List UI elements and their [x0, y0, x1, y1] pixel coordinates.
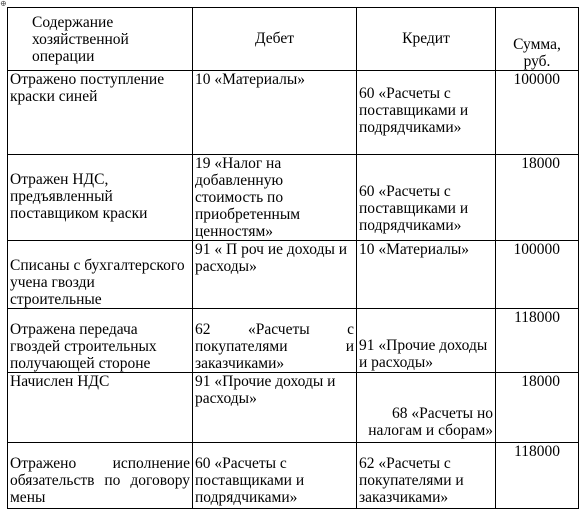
table-row: [8, 71, 579, 155]
cell-operation-text: Отражен НДС, предъявленный поставщиком краски: [10, 171, 148, 222]
cell-debit: 91 «Прочие доходы и расходы»: [193, 373, 357, 443]
cell-credit: [357, 71, 496, 155]
cell-operation: [8, 443, 193, 509]
cell-operation: [8, 309, 193, 373]
cell-credit-text: 60 «Расчеты с поставщиками и подрядчиками»: [359, 85, 469, 136]
cell-credit: [357, 309, 496, 373]
cell-debit: [193, 309, 357, 373]
header-credit: Кредит: [357, 8, 496, 71]
cell-amount: 18000: [496, 155, 579, 241]
journal-entries-table: [7, 7, 579, 509]
cell-amount: 118000: [496, 443, 579, 509]
cell-debit: 19 «Налог на добавленную стоимость по приобретенным ценностям»: [193, 155, 357, 241]
table-row: [8, 155, 579, 241]
cell-amount: 100000: [496, 71, 579, 155]
cell-operation-text: Списаны с бухгалтерского учена гвозди строительные: [10, 257, 185, 308]
cell-credit-text: 91 «Прочие доходы и расходы»: [359, 337, 488, 371]
cell-credit-text: 60 «Расчеты с поставщиками и подрядчиками»: [359, 183, 469, 234]
cell-debit-text: 60 «Расчеты с поставщиками и подрядчиками»: [195, 455, 305, 506]
cell-debit: 10 «Материалы»: [193, 71, 357, 155]
table-row: [8, 241, 579, 309]
cell-debit: 91 « П роч ие доходы и расходы»: [193, 241, 357, 309]
header-operation: Содержание хозяйственной операции: [8, 8, 193, 71]
cell-credit: [357, 443, 496, 509]
cell-operation: [8, 241, 193, 309]
cell-operation-text: Отражено исполнение обязательств по договору мены: [10, 455, 190, 506]
cell-credit: [357, 373, 496, 443]
cell-amount: 18000: [496, 373, 579, 443]
cell-credit-text: 68 «Расчеты но налогам и сборам»: [368, 405, 493, 439]
cell-debit-text: 62 «Расчеты с покупателями и заказчиками»: [195, 321, 354, 372]
table-row: [8, 309, 579, 373]
cell-credit-text: 62 «Расчеты с покупателями и заказчиками»: [359, 455, 464, 506]
cell-operation-text: Отражена передача гвоздей строительных получающей стороне: [10, 321, 157, 372]
cell-operation: Начислен НДС: [8, 373, 193, 443]
cell-amount: 118000: [496, 309, 579, 373]
header-row: [8, 8, 579, 71]
table-row: [8, 373, 579, 443]
table-move-handle-icon[interactable]: ⊕: [0, 0, 7, 8]
cell-credit: 10 «Материалы»: [357, 241, 496, 309]
cell-operation: [8, 155, 193, 241]
cell-amount: 100000: [496, 241, 579, 309]
cell-operation: Отражено поступление краски синей: [8, 71, 193, 155]
table-row: [8, 443, 579, 509]
cell-debit: [193, 443, 357, 509]
cell-credit: [357, 155, 496, 241]
header-debit: Дебет: [193, 8, 357, 71]
header-amount: Сумма, руб.: [496, 8, 579, 71]
